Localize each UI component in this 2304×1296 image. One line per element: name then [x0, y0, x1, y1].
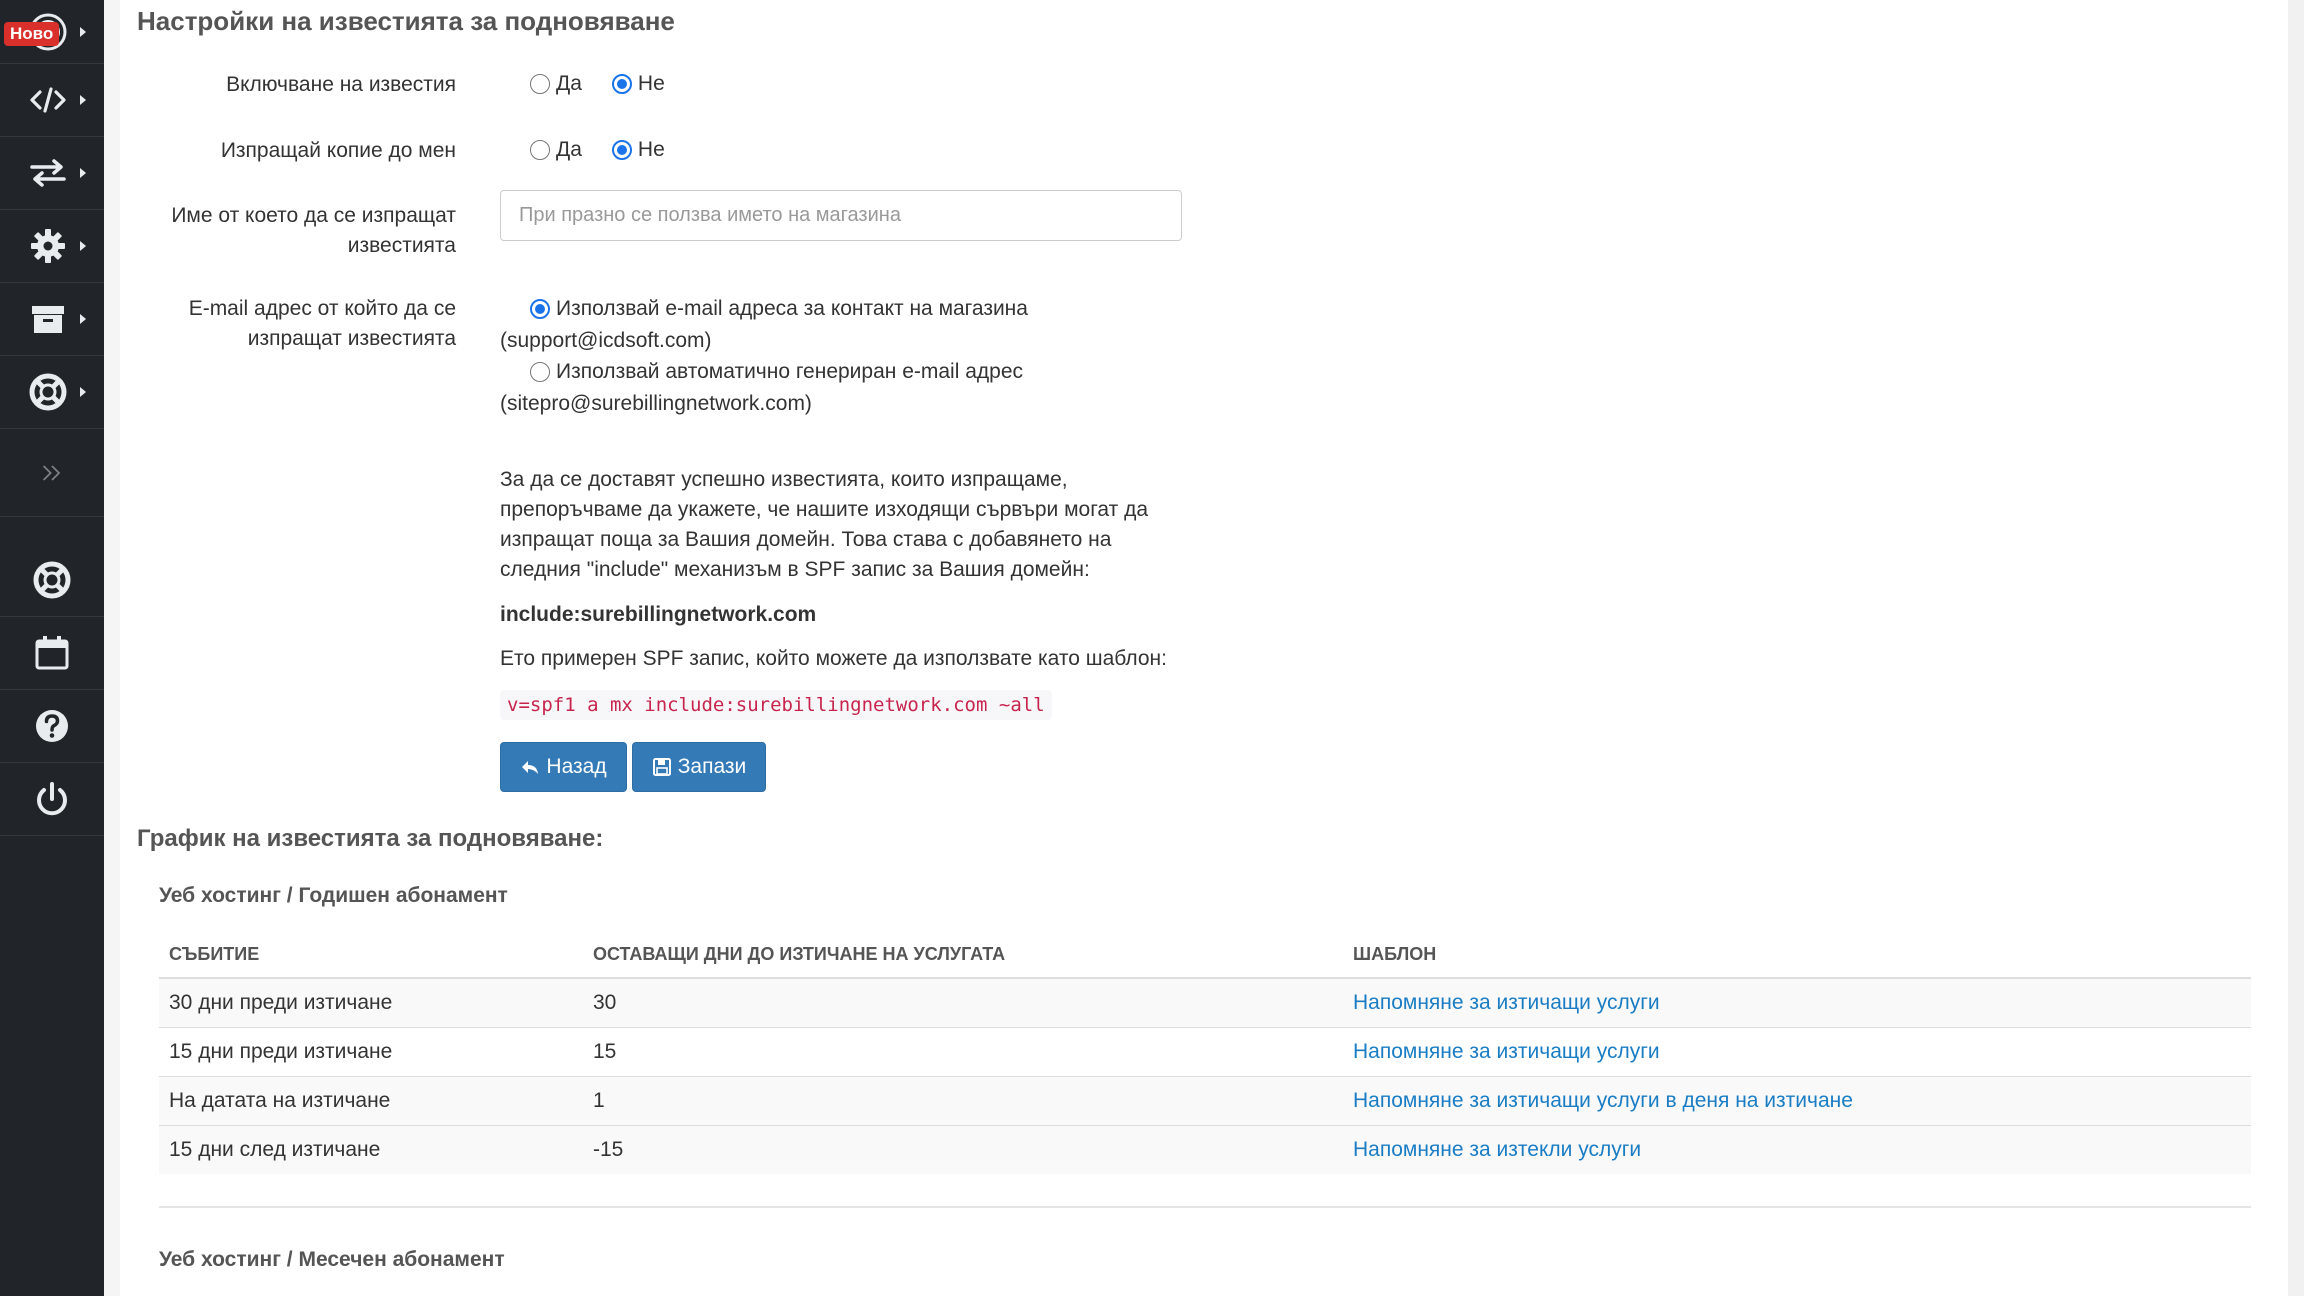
copy-yes-label[interactable]: Да	[556, 138, 582, 161]
enable-notifications-label: Включване на известия	[226, 73, 456, 96]
spf-info-line-4: следния "include" механизъм в SPF запис за Вашия домейн:	[500, 558, 1090, 581]
lifebuoy-icon	[28, 372, 68, 412]
caret-right-icon	[80, 95, 86, 105]
back-button[interactable]	[500, 742, 627, 792]
email-option-1-radio[interactable]	[530, 299, 550, 319]
template-link[interactable]: Напомняне за изтичащи услуги	[1353, 1039, 1660, 1063]
transfer-arrows-icon	[28, 153, 68, 193]
days-cell: 30	[583, 978, 1343, 1027]
sidebar-expand-toggle[interactable]	[0, 429, 104, 517]
table-row	[159, 1076, 2251, 1125]
event-cell: 30 дни преди изтичане	[159, 978, 583, 1027]
group-title-monthly: Уеб хостинг / Месечен абонамент	[159, 1248, 505, 1271]
days-cell: 15	[583, 1027, 1343, 1076]
table-row	[159, 978, 2251, 1027]
copy-yes-radio[interactable]	[530, 140, 550, 160]
sidebar-item-transfer[interactable]	[0, 137, 104, 210]
enable-no-radio[interactable]	[612, 74, 632, 94]
enable-no-label[interactable]: Не	[637, 72, 665, 95]
caret-right-icon	[80, 387, 86, 397]
template-cell	[1343, 1027, 2251, 1076]
schedule-table	[159, 932, 2251, 1174]
column-header-days: ОСТАВАЩИ ДНИ ДО ИЗТИЧАНЕ НА УСЛУГАТА	[583, 932, 1343, 978]
template-link[interactable]: Напомняне за изтичащи услуги в деня на изтичане	[1353, 1088, 1853, 1112]
email-option-2-text[interactable]: Използвай автоматично генериран e-mail адрес	[556, 360, 1024, 383]
email-option-1[interactable]	[530, 297, 1028, 321]
sidebar-item-help-center[interactable]	[0, 544, 104, 617]
gear-icon	[28, 226, 68, 266]
sender-name-label: Име от което да се изпращат известията	[171, 204, 456, 257]
event-cell: 15 дни преди изтичане	[159, 1027, 583, 1076]
scrollbar-track[interactable]	[2288, 0, 2304, 1296]
sender-email-label: E-mail адрес от който да се изпращат известията	[188, 297, 456, 350]
table-row	[159, 1125, 2251, 1174]
enable-yes-radio[interactable]	[530, 74, 550, 94]
double-chevron-right-icon	[38, 459, 66, 487]
sidebar-item-support[interactable]	[0, 356, 104, 429]
template-cell	[1343, 1125, 2251, 1174]
caret-right-icon	[80, 27, 86, 37]
spf-info-line-2: препоръчваме да укажете, че нашите изходящи сървъри могат да	[500, 498, 1148, 521]
spf-include-text: include:surebillingnetwork.com	[500, 603, 817, 626]
enable-notifications-group	[530, 72, 665, 96]
event-cell: На датата на изтичане	[159, 1076, 583, 1125]
table-row	[159, 1027, 2251, 1076]
spf-info-line-3: изпращат поща за Вашия домейн. Това става с добавянето на	[500, 528, 1112, 551]
sender-name-input[interactable]	[500, 190, 1182, 241]
send-copy-group	[530, 138, 665, 162]
group-title-yearly: Уеб хостинг / Годишен абонамент	[159, 884, 508, 907]
spf-info-line-1: За да се доставят успешно известията, които изпращаме,	[500, 468, 1068, 491]
email-option-2-address: (sitepro@surebillingnetwork.com)	[500, 392, 812, 415]
spf-code: v=spf1 a mx include:surebillingnetwork.com ~all	[500, 690, 1052, 720]
back-button-label: Назад	[546, 755, 607, 778]
caret-right-icon	[80, 241, 86, 251]
copy-no-radio[interactable]	[612, 140, 632, 160]
email-option-2[interactable]	[530, 360, 1023, 384]
event-cell: 15 дни след изтичане	[159, 1125, 583, 1174]
sidebar-item-code[interactable]	[0, 64, 104, 137]
save-button[interactable]	[632, 742, 766, 792]
save-floppy-icon	[652, 757, 672, 777]
send-copy-label: Изпращай копие до мен	[220, 139, 456, 162]
template-link[interactable]: Напомняне за изтекли услуги	[1353, 1137, 1642, 1161]
template-cell	[1343, 978, 2251, 1027]
sidebar-item-calendar[interactable]	[0, 617, 104, 690]
table-header-row	[159, 932, 2251, 978]
sidebar	[0, 0, 104, 1296]
email-option-1-text[interactable]: Използвай e-mail адреса за контакт на магазина	[556, 297, 1028, 320]
column-header-template: ШАБЛОН	[1343, 932, 2251, 978]
enable-yes-label[interactable]: Да	[556, 72, 582, 95]
sidebar-item-archive[interactable]	[0, 283, 104, 356]
question-circle-icon	[32, 706, 72, 746]
sidebar-item-help[interactable]	[0, 690, 104, 763]
schedule-title: График на известията за подновяване:	[137, 825, 604, 852]
save-button-label: Запази	[677, 755, 747, 778]
section-divider	[159, 1206, 2251, 1208]
lifebuoy-icon	[32, 560, 72, 600]
reply-arrow-icon	[520, 757, 540, 777]
template-link[interactable]: Напомняне за изтичащи услуги	[1353, 990, 1660, 1014]
page-title: Настройки на известията за подновяване	[137, 6, 675, 36]
sidebar-item-settings[interactable]	[0, 210, 104, 283]
email-option-2-radio[interactable]	[530, 362, 550, 382]
sidebar-item-logout[interactable]	[0, 763, 104, 836]
calendar-icon	[32, 633, 72, 673]
new-badge: Ново	[4, 22, 59, 46]
power-icon	[32, 779, 72, 819]
archive-box-icon	[28, 299, 68, 339]
email-option-1-address: (support@icdsoft.com)	[500, 329, 712, 352]
code-icon	[28, 80, 68, 120]
days-cell: 1	[583, 1076, 1343, 1125]
caret-right-icon	[80, 314, 86, 324]
spf-example-text: Ето примерен SPF запис, който можете да използвате като шаблон:	[500, 647, 1167, 670]
days-cell: -15	[583, 1125, 1343, 1174]
copy-no-label[interactable]: Не	[637, 138, 665, 161]
caret-right-icon	[80, 168, 86, 178]
column-header-event: СЪБИТИЕ	[159, 932, 583, 978]
template-cell	[1343, 1076, 2251, 1125]
